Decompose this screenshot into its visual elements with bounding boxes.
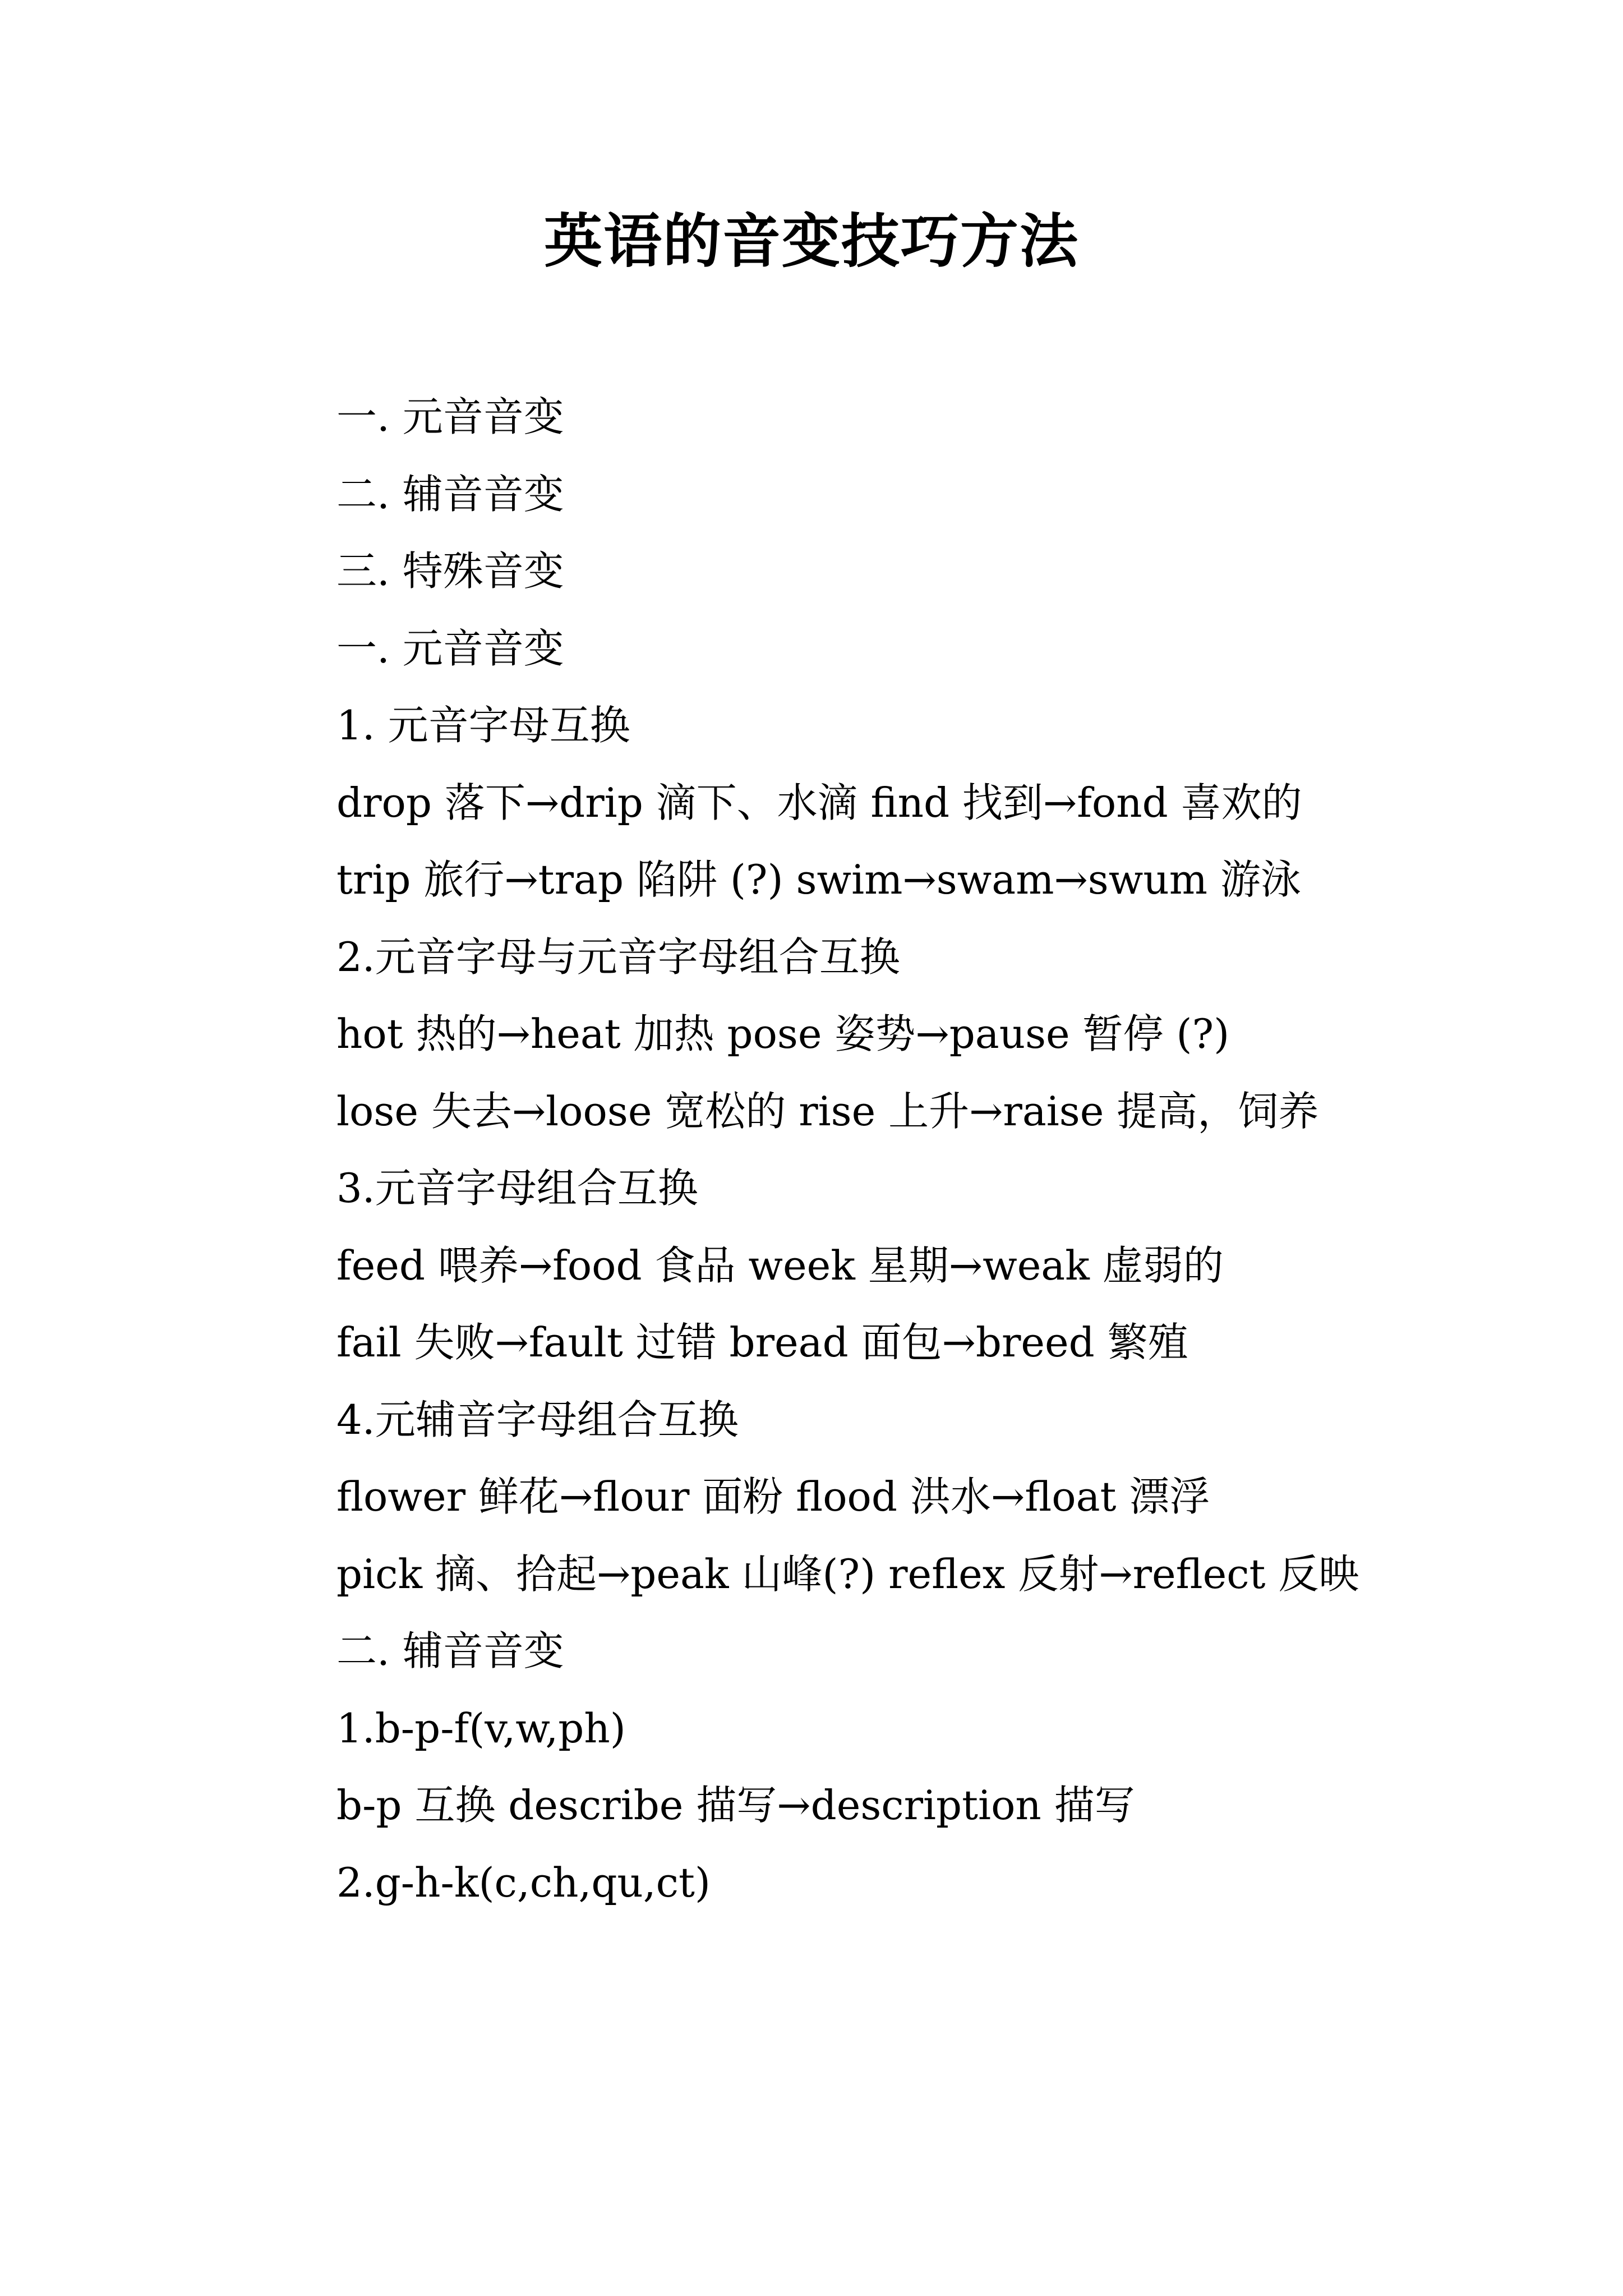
subheading-consonant-2: 2.g-h-k(c,ch,qu,ct) [336,1858,711,1906]
subheading-1: 1. 元音字母互换 [336,702,630,749]
section-heading-vowel: 一. 元音音变 [336,624,564,672]
paragraph-outline-3: 三. 特殊音变 [336,547,564,595]
document-title: 英语的音变技巧方法 [543,206,1079,275]
subheading-3: 3.元音字母组合互换 [336,1165,698,1212]
example-line: drop 落下→drip 滴下、水滴 find 找到→fond 喜欢的 [336,779,1302,826]
paragraph-outline-1: 一. 元音音变 [336,393,564,440]
example-line: flower 鲜花→flour 面粉 flood 洪水→float 漂浮 [336,1473,1210,1520]
paragraph-outline-2: 二. 辅音音变 [336,470,564,518]
subheading-4: 4.元辅音字母组合互换 [336,1396,739,1443]
example-line: lose 失去→loose 宽松的 rise 上升→raise 提高，饲养 [336,1087,1319,1135]
example-line: pick 摘、拾起→peak 山峰(?) reflex 反射→reflect 反映 [336,1550,1359,1598]
section-heading-consonant: 二. 辅音音变 [336,1627,564,1674]
subheading-2: 2.元音字母与元音字母组合互换 [336,933,900,981]
example-line: trip 旅行→trap 陷阱 (?) swim→swam→swum 游泳 [336,856,1301,903]
example-line: fail 失败→fault 过错 bread 面包→breed 繁殖 [336,1319,1188,1366]
document-body [247,379,1391,1921]
subheading-consonant-1: 1.b-p-f(v,w,ph) [336,1704,626,1752]
example-line: hot 热的→heat 加热 pose 姿势→pause 暂停 (?) [336,1010,1230,1057]
example-line: feed 喂养→food 食品 week 星期→weak 虚弱的 [336,1241,1224,1289]
example-line: b-p 互换 describe 描写→description 描写 [336,1782,1135,1829]
